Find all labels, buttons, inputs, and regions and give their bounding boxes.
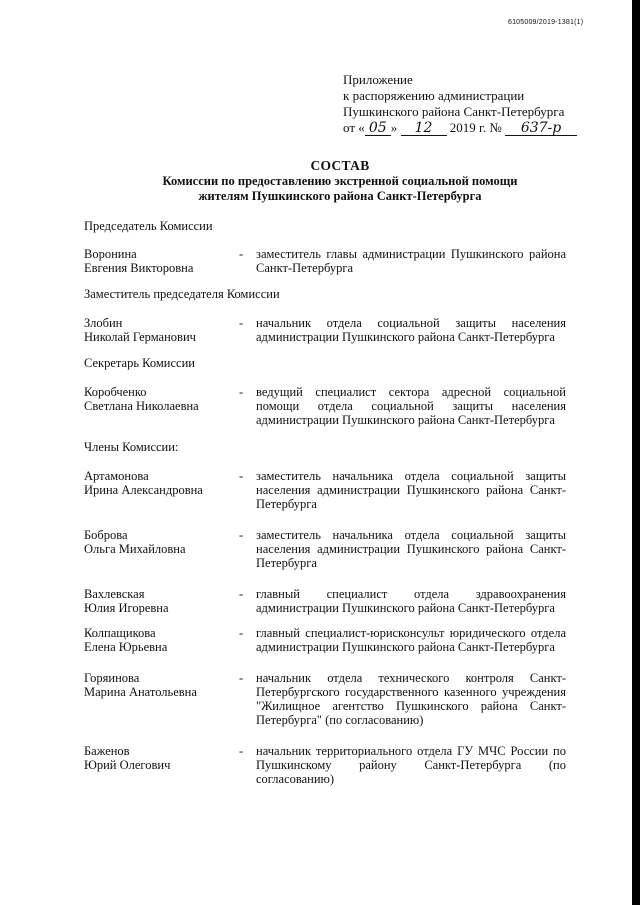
person-surname: Артамонова (84, 469, 149, 483)
appendix-block (343, 72, 577, 136)
person-entry (84, 671, 566, 727)
person-role: начальник отдела технического контроля Санкт-Петербургского государственного казенного учреждения "Жилищное агентство Пушкинского района Санкт-Петербурга" (по согласованию) (256, 671, 566, 727)
person-name (84, 528, 234, 556)
document-id: 6105009/2019-1381(1) (508, 19, 584, 26)
person-given-name: Николай Германович (84, 330, 196, 344)
person-entry (84, 587, 566, 615)
person-role: главный специалист отдела здравоохранения администрации Пушкинского района Санкт-Петербурга (256, 587, 566, 615)
date-day: 05 (365, 122, 391, 136)
person-surname: Вахлевская (84, 587, 145, 601)
person-role: заместитель главы администрации Пушкинского района Санкт-Петербурга (256, 247, 566, 275)
person-given-name: Евгения Викторовна (84, 261, 194, 275)
person-name (84, 744, 234, 772)
appendix-line-3: Пушкинского района Санкт-Петербурга (343, 104, 565, 119)
dash-separator: - (239, 671, 244, 685)
person-surname: Коробченко (84, 385, 147, 399)
dash-separator: - (239, 385, 244, 399)
person-role: заместитель начальника отдела социальной защиты населения администрации Пушкинского района Санкт-Петербурга (256, 469, 566, 511)
person-entry (84, 247, 566, 275)
date-year: 2019 г. № (449, 120, 502, 135)
person-given-name: Юрий Олегович (84, 758, 171, 772)
dash-separator: - (239, 469, 244, 483)
person-role: заместитель начальника отдела социальной защиты населения администрации Пушкинского района Санкт-Петербурга (256, 528, 566, 570)
date-prefix: от « (343, 120, 365, 135)
section-chair: Председатель Комиссии (84, 219, 213, 233)
appendix-line-1: Приложение (343, 72, 413, 87)
person-entry (84, 626, 566, 654)
dash-separator: - (239, 247, 244, 261)
person-entry (84, 744, 566, 786)
person-role: главный специалист-юрисконсульт юридического отдела администрации Пушкинского района Санкт-Петербурга (256, 626, 566, 654)
person-name (84, 385, 234, 413)
person-entry (84, 316, 566, 344)
date-month: 12 (401, 122, 447, 136)
person-name (84, 671, 234, 699)
document-subtitle-line-1: Комиссии по предоставлению экстренной социальной помощи (162, 174, 518, 188)
document-subtitle-line-2: жителям Пушкинского района Санкт-Петербурга (198, 189, 482, 203)
section-members: Члены Комиссии: (84, 440, 179, 454)
person-role: начальник отдела социальной защиты населения администрации Пушкинского района Санкт-Петербурга (256, 316, 566, 344)
person-entry (84, 528, 566, 570)
dash-separator: - (239, 626, 244, 640)
person-surname: Воронина (84, 247, 137, 261)
person-given-name: Марина Анатольевна (84, 685, 197, 699)
person-given-name: Юлия Игоревна (84, 601, 169, 615)
dash-separator: - (239, 316, 244, 330)
date-mid: » (390, 120, 398, 135)
person-entry (84, 469, 566, 511)
person-surname: Горяинова (84, 671, 140, 685)
dash-separator: - (239, 587, 244, 601)
scan-edge-bar (632, 0, 640, 905)
person-given-name: Ольга Михайловна (84, 542, 186, 556)
person-given-name: Ирина Александровна (84, 483, 203, 497)
person-name (84, 316, 234, 344)
person-name (84, 247, 234, 275)
person-name (84, 469, 234, 497)
person-name (84, 587, 234, 615)
person-role: ведущий специалист сектора адресной социальной помощи отдела социальной защиты населения администрации Пушкинского района Санкт-Петербурга (256, 385, 566, 427)
dash-separator: - (239, 528, 244, 542)
person-name (84, 626, 234, 654)
order-number: 637-р (505, 122, 577, 136)
section-deputy: Заместитель председателя Комиссии (84, 287, 280, 301)
appendix-line-2: к распоряжению администрации (343, 88, 525, 103)
person-surname: Колпащикова (84, 626, 156, 640)
dash-separator: - (239, 744, 244, 758)
title-block (95, 158, 585, 204)
appendix-date-line (343, 120, 577, 136)
person-surname: Баженов (84, 744, 130, 758)
person-surname: Боброва (84, 528, 128, 542)
section-secretary: Секретарь Комиссии (84, 356, 195, 370)
person-entry (84, 385, 566, 427)
person-role: начальник территориального отдела ГУ МЧС России по Пушкинскому району Санкт-Петербурга (по согласованию) (256, 744, 566, 786)
person-surname: Злобин (84, 316, 123, 330)
document-title: СОСТАВ (310, 158, 370, 173)
commission-list (84, 219, 566, 786)
person-given-name: Елена Юрьевна (84, 640, 168, 654)
person-given-name: Светлана Николаевна (84, 399, 199, 413)
